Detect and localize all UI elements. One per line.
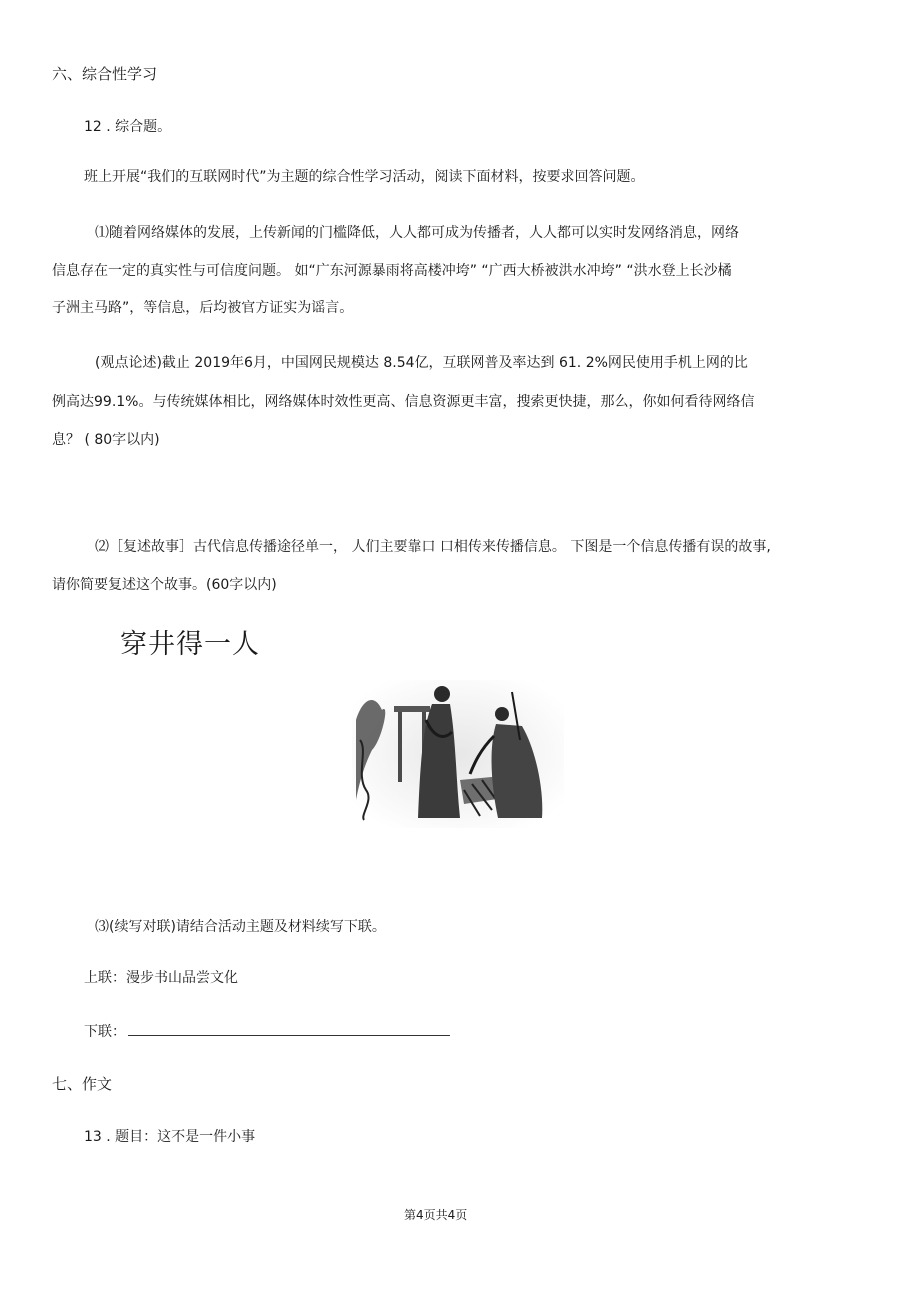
part1-line-1: (观点论述)截止 2019年6月，中国网民规模达 8.54亿，互联网普及率达到 61. 2%网民使用手机上网的比 [95,355,748,371]
section-7-heading: 七、作文 [52,1075,113,1093]
couplet-upper: 上联：漫步书山品尝文化 [84,970,238,986]
section-6-heading: 六、综合性学习 [52,65,158,83]
gate-post-left [398,712,402,782]
couplet-lower-row [84,1021,450,1042]
couplet-lower-label: 下联： [84,1024,126,1040]
figure-right-head [495,707,509,721]
material-line-3: 子洲主马路”，等信息，后均被官方证实为谣言。 [52,300,354,316]
material-line-1: ⑴随着网络媒体的发展，上传新闻的门槛降低，人人都可成为传播者，人人都可以实时发网络消息，网络 [95,225,739,241]
question-13-label: 13 . 题目：这不是一件小事 [84,1129,256,1145]
part1-line-3: 息？ ( 80字以内) [52,432,160,448]
couplet-lower-answer-blank[interactable] [128,1021,450,1036]
figure-left-head [434,686,450,702]
illustration-title: 穿井得一人 [120,629,260,660]
material-line-2: 信息存在一定的真实性与可信度问题。 如“广东河源暴雨将高楼冲垮” “广西大桥被洪水冲垮” “洪水登上长沙橘 [52,263,732,279]
story-illustration [352,680,564,828]
question-12-intro: 班上开展“我们的互联网时代”为主题的综合性学习活动，阅读下面材料，按要求回答问题。 [84,169,645,185]
page-footer: 第4页共4页 [404,1208,468,1222]
part2-line-2: 请你简要复述这个故事。(60字以内) [52,577,277,593]
part2-line-1: ⑵［复述故事］古代信息传播途径单一， 人们主要靠口 口相传来传播信息。 下图是一个信息传播有误的故事, [95,539,771,555]
part3-prompt: ⑶(续写对联)请结合活动主题及材料续写下联。 [95,919,386,935]
gate-lintel [394,706,430,712]
part1-line-2: 例高达99.1%。与传统媒体相比，网络媒体时效性更高、信息资源更丰富，搜索更快捷，那么，你如何看待网络信 [52,394,755,410]
question-12-label: 12 . 综合题。 [84,119,172,135]
